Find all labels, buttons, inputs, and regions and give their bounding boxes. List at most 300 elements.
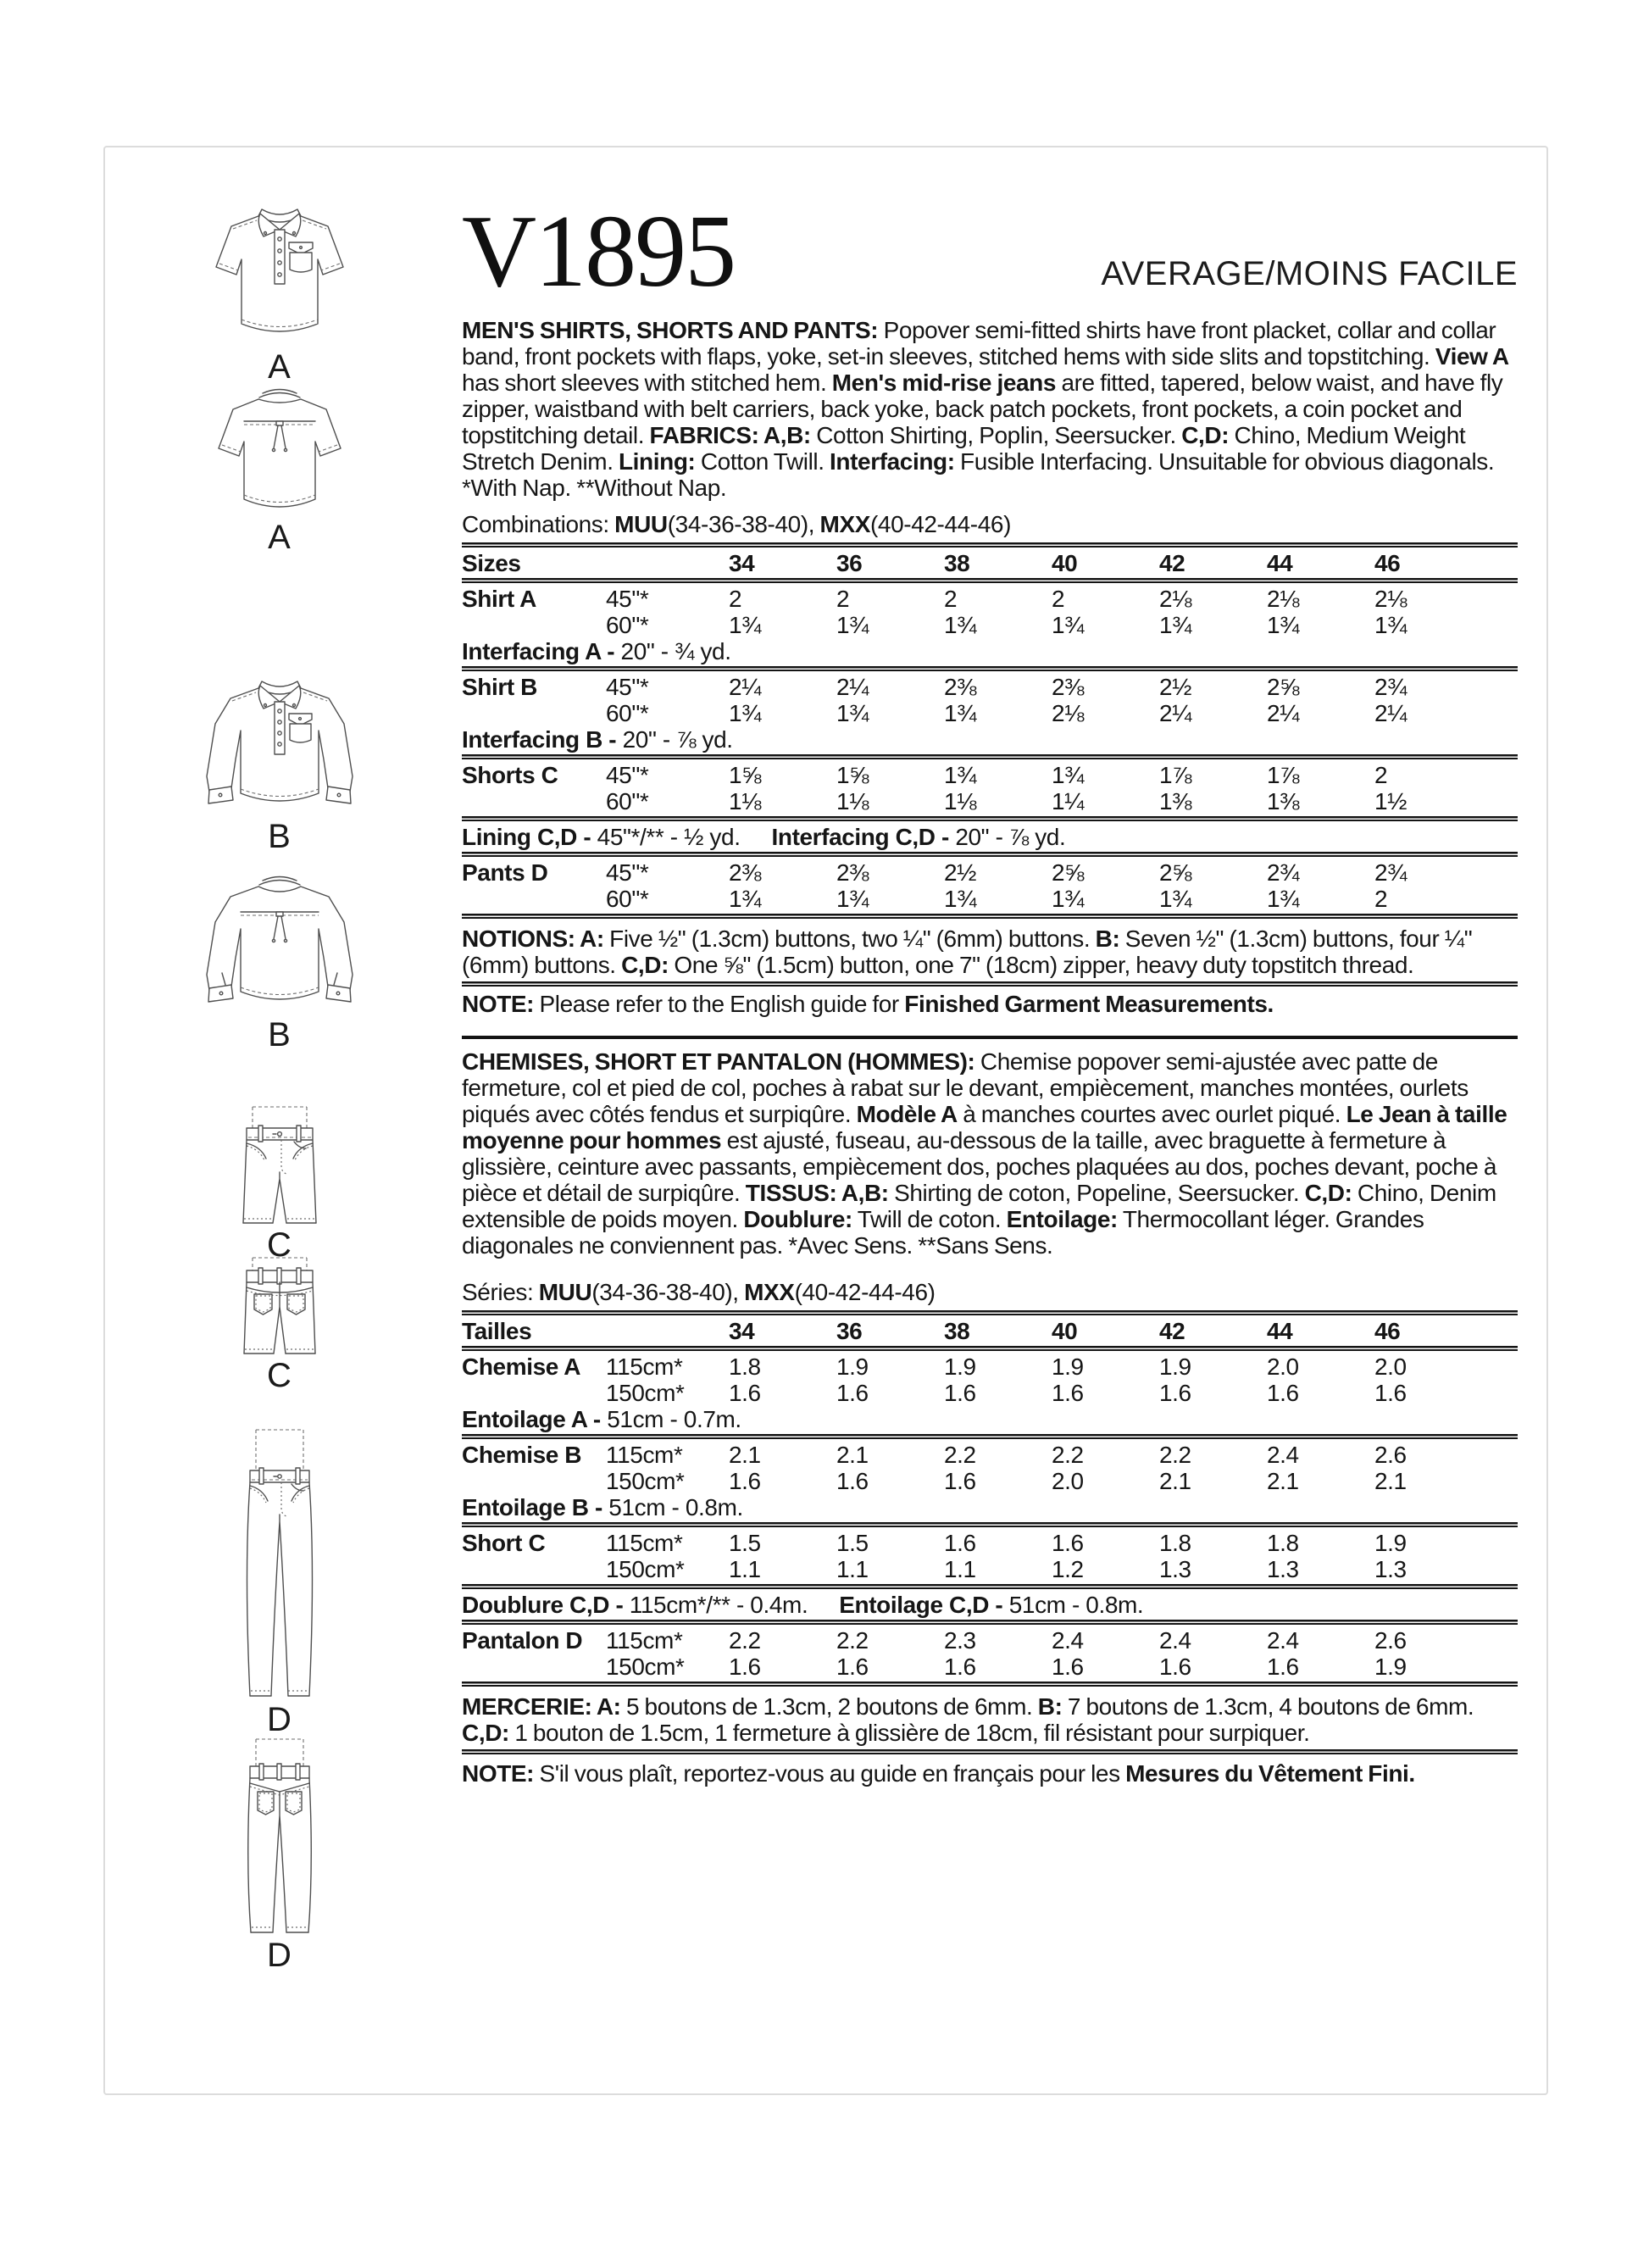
text-segment: C,D:: [462, 1720, 509, 1746]
yardage-value: 2⅜: [729, 859, 762, 886]
row-label: Pantalon D: [462, 1627, 583, 1654]
yardage-value: 1¾: [729, 886, 762, 912]
text-segment: Cotton Shirting, Poplin, Seersucker.: [810, 422, 1182, 448]
row-label: [462, 886, 606, 912]
row-label: Short C: [462, 1530, 546, 1556]
yardage-value: 1⅜: [1267, 788, 1300, 814]
yardage-value: 1.6: [836, 1380, 869, 1406]
text-segment: 20" - ⅞ yd.: [955, 824, 1066, 850]
text-segment: à manches courtes avec ourlet piqué.: [957, 1101, 1346, 1127]
text-segment: 7 boutons de 1.3cm, 4 boutons de 6mm.: [1062, 1693, 1474, 1720]
shirt-short-sleeve-back-illustration: [212, 386, 347, 521]
fabric-width: 115cm*: [606, 1627, 683, 1654]
figure-pants-d-back: [239, 1736, 320, 1974]
yardage-value: 2: [1374, 886, 1388, 912]
yardage-value: 2⅛: [1267, 586, 1300, 612]
yardage-value: 2¾: [1374, 859, 1407, 886]
yardage-value: 1.9: [1374, 1654, 1407, 1680]
table-row: [462, 612, 1518, 638]
text-segment: Séries:: [462, 1279, 539, 1305]
yardage-value: 1.6: [729, 1654, 761, 1680]
size-header: 46: [1374, 550, 1401, 576]
figure-label: C: [267, 1357, 292, 1394]
table-row: [462, 1494, 1518, 1520]
text-segment: Chino, Medium Weight Stretch Denim.: [462, 422, 1466, 475]
size-column-header: Tailles: [462, 1318, 532, 1344]
yardage-value: 1¾: [944, 886, 977, 912]
full-width-row: [462, 1592, 1482, 1618]
text-segment: Men's mid-rise jeans: [831, 370, 1057, 396]
yardage-value: 1¾: [729, 612, 762, 638]
full-width-row: [462, 1406, 1482, 1432]
yardage-value: 1.6: [1267, 1654, 1299, 1680]
yardage-value: 1.8: [729, 1354, 761, 1380]
yardage-value: 1.6: [944, 1530, 976, 1556]
size-header: 46: [1374, 1318, 1401, 1344]
yardage-value: 1¾: [944, 612, 977, 638]
table-rule: [462, 914, 1518, 919]
notions: [462, 926, 1518, 978]
text-segment: Combinations:: [462, 511, 615, 537]
figure-shirt-a-front: [208, 205, 352, 386]
yardage-value: 2½: [944, 859, 977, 886]
text-segment: (34-36-38-40),: [591, 1279, 745, 1305]
yardage-value: 2.6: [1374, 1627, 1407, 1654]
fabric-width: 45"*: [606, 586, 649, 612]
figure-label: A: [268, 519, 291, 556]
table-row: [462, 886, 1518, 912]
text-segment: C,D:: [1181, 422, 1230, 448]
yardage-value: 1.1: [836, 1556, 869, 1582]
fabric-width: 115cm*: [606, 1354, 683, 1380]
yardage-value: 1¾: [729, 700, 762, 726]
text-segment: Lining:: [618, 448, 696, 475]
full-width-row: [462, 1494, 1482, 1520]
yardage-value: 1.6: [836, 1468, 869, 1494]
row-label: [462, 612, 606, 638]
figure-label: D: [267, 1937, 292, 1974]
yardage-value: 1.6: [1267, 1380, 1299, 1406]
figure-pants-d-front: [239, 1426, 320, 1738]
yardage-value: 2.1: [1374, 1468, 1407, 1494]
pattern-number: V1895: [462, 193, 736, 309]
rule: [462, 1749, 1518, 1754]
yardage-value: 2.4: [1052, 1627, 1084, 1654]
fabric-width: 60"*: [606, 612, 649, 638]
table-rule: [462, 816, 1518, 821]
fabric-width: 45"*: [606, 859, 649, 886]
yardage-value: 1.9: [1159, 1354, 1191, 1380]
text-segment: (40-42-44-46): [794, 1279, 936, 1305]
yardage-value: 1.6: [944, 1468, 976, 1494]
text-segment: Please refer to the English guide for: [534, 991, 905, 1017]
fabric-width: 45"*: [606, 762, 649, 788]
yardage-value: 1¾: [1267, 612, 1300, 638]
figure-label: A: [268, 348, 291, 386]
yardage-value: 1.9: [1374, 1530, 1407, 1556]
text-segment: Le Jean à taille moyenne pour hommes: [462, 1101, 1507, 1153]
yardage-value: 2.1: [1159, 1468, 1191, 1494]
figure-shirt-a-back: [212, 386, 347, 556]
row-label: [462, 1654, 606, 1680]
text-segment: FABRICS: A,B:: [649, 422, 811, 448]
yardage-value: 2.2: [836, 1627, 869, 1654]
shirt-long-sleeve-back-illustration: [202, 873, 358, 1019]
text-segment: MUU: [614, 511, 668, 537]
table-row: [462, 1354, 1518, 1380]
fabric-width: 150cm*: [606, 1380, 685, 1406]
text-segment: Fusible Interfacing. Unsuitable for obvious diagonals. *With Nap. **Without Nap.: [462, 448, 1495, 501]
table-rule: [462, 1682, 1518, 1687]
text-segment: MXX: [744, 1279, 795, 1305]
text-segment: [741, 824, 772, 850]
table-rule: [462, 1310, 1518, 1315]
yardage-value: 2.2: [944, 1442, 976, 1468]
yardage-value: 1.3: [1159, 1556, 1191, 1582]
yardage-value: 1.6: [1159, 1654, 1191, 1680]
row-label: [462, 1380, 606, 1406]
yardage-value: 1.5: [729, 1530, 761, 1556]
text-segment: Lining C,D -: [462, 824, 597, 850]
english-note: [462, 991, 1518, 1017]
table-row: [462, 1406, 1518, 1432]
table-rule: [462, 578, 1518, 583]
size-header: 42: [1159, 550, 1185, 576]
table-header-row: [462, 550, 1518, 576]
english-description: [462, 317, 1518, 501]
text-segment: Popover semi-fitted shirts have front placket, collar and collar band, front pockets with flaps, yoke, set-in sleeves, stitched hems with side slits and topstitching.: [462, 317, 1496, 370]
text-segment: MEN'S SHIRTS, SHORTS AND PANTS:: [462, 317, 884, 343]
yardage-value: 1¾: [944, 762, 977, 788]
size-header: 36: [836, 1318, 863, 1344]
yardage-value: 2⅜: [836, 859, 869, 886]
size-header: 36: [836, 550, 863, 576]
difficulty-rating: AVERAGE/MOINS FACILE: [1101, 255, 1518, 292]
yardage-value: 2⅝: [1267, 674, 1300, 700]
yardage-value: 2: [729, 586, 742, 612]
text-segment: NOTIONS: A:: [462, 926, 604, 952]
french-description: [462, 1048, 1518, 1259]
yardage-value: 2.2: [1052, 1442, 1084, 1468]
yardage-value: 1¾: [1374, 612, 1407, 638]
text-segment: C,D:: [1304, 1180, 1352, 1206]
shirt-short-sleeve-front-illustration: [208, 205, 352, 351]
table-header-row: [462, 1318, 1518, 1344]
text-segment: has short sleeves with stitched hem.: [462, 370, 832, 396]
text-segment: Cotton Twill.: [695, 448, 830, 475]
shirt-long-sleeve-front-illustration: [202, 678, 358, 820]
table-cell: [606, 1318, 729, 1344]
row-label: [462, 1468, 606, 1494]
yardage-value: 1.1: [729, 1556, 761, 1582]
yardage-value: 2: [944, 586, 958, 612]
yardage-value: 2.3: [944, 1627, 976, 1654]
yardage-value: 2½: [1159, 674, 1192, 700]
text-segment: Five ½" (1.3cm) buttons, two ¼" (6mm) buttons.: [603, 926, 1096, 952]
yardage-value: 1⅞: [1159, 762, 1192, 788]
yardage-value: 2¾: [1374, 674, 1407, 700]
text-segment: S'il vous plaît, reportez-vous au guide en français pour les: [534, 1760, 1126, 1787]
yardage-value: 2⅝: [1159, 859, 1192, 886]
figure-label: B: [268, 818, 291, 855]
table-row: [462, 788, 1518, 814]
row-label: Chemise B: [462, 1442, 582, 1468]
pants-front-illustration: [239, 1426, 320, 1704]
text-segment: Doublure:: [743, 1206, 852, 1232]
text-segment: Interfacing A -: [462, 638, 621, 664]
yardage-value: 1¾: [836, 886, 869, 912]
fabric-width: 115cm*: [606, 1530, 683, 1556]
fabric-width: 150cm*: [606, 1654, 685, 1680]
text-segment: NOTE:: [462, 991, 535, 1017]
table-row: [462, 859, 1518, 886]
yardage-value: 1.9: [1052, 1354, 1084, 1380]
table-row: [462, 586, 1518, 612]
fabric-width: 115cm*: [606, 1442, 683, 1468]
figure-label: D: [267, 1701, 292, 1738]
yardage-value: 1⅜: [1159, 788, 1192, 814]
french-yardage-table: [462, 1310, 1518, 1687]
table-rule: [462, 666, 1518, 671]
table-rule: [462, 542, 1518, 548]
text-segment: 20" - ⅞ yd.: [622, 726, 733, 753]
yardage-value: 1⅛: [729, 788, 762, 814]
text-segment: Entoilage B -: [462, 1494, 609, 1520]
figure-shorts-c-front: [233, 1104, 326, 1264]
pants-back-illustration: [239, 1736, 320, 1939]
yardage-value: 1¾: [836, 700, 869, 726]
yardage-value: 1¾: [1052, 612, 1085, 638]
fabric-width: 45"*: [606, 674, 649, 700]
figure-shorts-c-back: [233, 1256, 326, 1394]
yardage-value: 1½: [1374, 788, 1407, 814]
full-width-row: [462, 726, 1482, 753]
text-segment: One ⅝" (1.5cm) button, one 7" (18cm) zipper, heavy duty topstitch thread.: [669, 952, 1414, 978]
table-rule: [462, 1434, 1518, 1439]
text-segment: TISSUS: A,B:: [745, 1180, 889, 1206]
text-segment: Entoilage C,D -: [839, 1592, 1009, 1618]
text-segment: View A: [1435, 343, 1509, 370]
yardage-value: 2.0: [1267, 1354, 1299, 1380]
french-series: [462, 1279, 1518, 1305]
row-label: [462, 788, 606, 814]
text-segment: Shirting de coton, Popeline, Seersucker.: [888, 1180, 1305, 1206]
yardage-value: 1⅛: [836, 788, 869, 814]
yardage-value: 1.3: [1267, 1556, 1299, 1582]
yardage-value: 1⅛: [944, 788, 977, 814]
table-row: [462, 638, 1518, 664]
yardage-value: 1.6: [729, 1468, 761, 1494]
table-row: [462, 1556, 1518, 1582]
yardage-value: 2.4: [1267, 1442, 1299, 1468]
table-rule: [462, 1346, 1518, 1351]
text-segment: 45"*/** - ½ yd.: [597, 824, 741, 850]
text-segment: est ajusté, fuseau, au-dessous de la taille, avec braguette à fermeture à glissière, ceinture avec passants, empiècement dos, poches plaquées au dos, poches devant, poche à pièce et détail de surpiqûre.: [462, 1127, 1497, 1206]
text-segment: Interfacing B -: [462, 726, 623, 753]
yardage-value: 1.1: [944, 1556, 976, 1582]
table-row: [462, 1592, 1518, 1618]
text-segment: Interfacing:: [830, 448, 955, 475]
table-rule: [462, 754, 1518, 759]
row-label: Shorts C: [462, 762, 558, 788]
yardage-value: 2⅝: [1052, 859, 1085, 886]
text-segment: are fitted, tapered, below waist, and have fly zipper, waistband with belt carriers, back yoke, back patch pockets, front pockets, a coin pocket and topstitching detail.: [462, 370, 1503, 448]
text-segment: B:: [1037, 1693, 1063, 1720]
yardage-value: 2.1: [729, 1442, 761, 1468]
yardage-value: 1.9: [836, 1354, 869, 1380]
full-width-row: [462, 638, 1482, 664]
yardage-value: 2¼: [1267, 700, 1300, 726]
row-label: Shirt A: [462, 586, 536, 612]
header: [462, 193, 1518, 309]
yardage-value: 1¾: [944, 700, 977, 726]
size-header: 38: [944, 550, 970, 576]
text-segment: (40-42-44-46): [870, 511, 1011, 537]
table-row: [462, 1442, 1518, 1468]
text-segment: CHEMISES, SHORT ET PANTALON (HOMMES):: [462, 1048, 980, 1075]
yardage-value: 2⅜: [944, 674, 977, 700]
yardage-value: 1.6: [1052, 1654, 1084, 1680]
yardage-value: 2¼: [1159, 700, 1192, 726]
row-label: Chemise A: [462, 1354, 581, 1380]
table-row: [462, 700, 1518, 726]
yardage-value: 1.6: [1052, 1530, 1084, 1556]
row-label: Shirt B: [462, 674, 537, 700]
size-header: 40: [1052, 1318, 1078, 1344]
full-width-row: [462, 824, 1482, 850]
yardage-value: 1.6: [944, 1654, 976, 1680]
text-segment: 1 bouton de 1.5cm, 1 fermeture à glissière de 18cm, fil résistant pour surpiquer.: [508, 1720, 1310, 1746]
rule: [462, 981, 1518, 987]
yardage-value: 2¾: [1267, 859, 1300, 886]
yardage-value: 1.9: [944, 1354, 976, 1380]
text-segment: Finished Garment Measurements.: [904, 991, 1274, 1017]
yardage-value: 1.6: [1159, 1380, 1191, 1406]
row-label: [462, 700, 606, 726]
figure-label: C: [267, 1226, 292, 1264]
table-row: [462, 726, 1518, 753]
text-segment: C,D:: [621, 952, 669, 978]
text-segment: [808, 1592, 839, 1618]
text-segment: Thermocollant léger. Grandes diagonales ne conviennent pas. *Avec Sens. **Sans Sens.: [462, 1206, 1424, 1259]
table-row: [462, 1530, 1518, 1556]
yardage-value: 1⅝: [729, 762, 762, 788]
text-segment: 115cm*/** - 0.4m.: [629, 1592, 808, 1618]
size-column-header: Sizes: [462, 550, 521, 576]
fabric-width: 60"*: [606, 788, 649, 814]
yardage-value: 2⅛: [1052, 700, 1085, 726]
mercerie: [462, 1693, 1518, 1746]
text-segment: Seven ½" (1.3cm) buttons, four ¼" (6mm) buttons.: [462, 926, 1473, 978]
text-segment: 51cm - 0.7m.: [607, 1406, 741, 1432]
yardage-value: 1¾: [1052, 762, 1085, 788]
yardage-value: 1.6: [1052, 1380, 1084, 1406]
yardage-value: 1¾: [1267, 886, 1300, 912]
yardage-value: 2: [836, 586, 850, 612]
figure-shirt-b-front: [202, 678, 358, 855]
shorts-back-illustration: [233, 1256, 326, 1359]
table-rule: [462, 1584, 1518, 1589]
size-header: 44: [1267, 1318, 1293, 1344]
row-label: [462, 1556, 606, 1582]
yardage-value: 1.2: [1052, 1556, 1084, 1582]
text-segment: MXX: [819, 511, 870, 537]
table-cell: [606, 550, 729, 576]
yardage-value: 2.4: [1159, 1627, 1191, 1654]
table-row: [462, 824, 1518, 850]
yardage-value: 2⅛: [1374, 586, 1407, 612]
yardage-value: 1.6: [836, 1654, 869, 1680]
table-rule: [462, 1620, 1518, 1625]
text-segment: Interfacing C,D -: [771, 824, 956, 850]
yardage-value: 1.6: [1374, 1380, 1407, 1406]
yardage-value: 2.0: [1052, 1468, 1084, 1494]
yardage-value: 2.4: [1267, 1627, 1299, 1654]
table-row: [462, 1654, 1518, 1680]
size-header: 38: [944, 1318, 970, 1344]
table-rule: [462, 852, 1518, 857]
table-rule: [462, 1522, 1518, 1527]
french-note: [462, 1760, 1518, 1787]
yardage-value: 2¼: [836, 674, 869, 700]
fabric-width: 150cm*: [606, 1556, 685, 1582]
table-row: [462, 674, 1518, 700]
yardage-value: 1.8: [1159, 1530, 1191, 1556]
table-row: [462, 1380, 1518, 1406]
text-segment: 20" - ¾ yd.: [620, 638, 731, 664]
figure-label: B: [268, 1016, 291, 1053]
size-header: 44: [1267, 550, 1293, 576]
fabric-width: 150cm*: [606, 1468, 685, 1494]
row-label: Pants D: [462, 859, 548, 886]
yardage-value: 2¼: [1374, 700, 1407, 726]
text-segment: (34-36-38-40),: [667, 511, 820, 537]
yardage-value: 1.6: [729, 1380, 761, 1406]
yardage-value: 1⅞: [1267, 762, 1300, 788]
yardage-value: 2.6: [1374, 1442, 1407, 1468]
fabric-width: 60"*: [606, 886, 649, 912]
text-segment: Mesures du Vêtement Fini.: [1125, 1760, 1415, 1787]
size-header: 34: [729, 1318, 755, 1344]
yardage-value: 1.8: [1267, 1530, 1299, 1556]
text-segment: 51cm - 0.8m.: [1008, 1592, 1144, 1618]
yardage-value: 2.0: [1374, 1354, 1407, 1380]
size-header: 42: [1159, 1318, 1185, 1344]
yardage-value: 2.2: [1159, 1442, 1191, 1468]
yardage-value: 2: [1052, 586, 1065, 612]
text-segment: Modèle A: [856, 1101, 958, 1127]
yardage-value: 2.1: [836, 1442, 869, 1468]
section-divider: [462, 1036, 1518, 1039]
text-column: [462, 193, 1518, 1787]
yardage-value: 1.5: [836, 1530, 869, 1556]
yardage-value: 1¼: [1052, 788, 1085, 814]
yardage-value: 1¾: [1159, 612, 1192, 638]
text-segment: MERCERIE: A:: [462, 1693, 621, 1720]
text-segment: 5 boutons de 1.3cm, 2 boutons de 6mm.: [620, 1693, 1038, 1720]
table-row: [462, 762, 1518, 788]
yardage-value: 1¾: [1159, 886, 1192, 912]
text-segment: Twill de coton.: [852, 1206, 1007, 1232]
text-segment: Chemise popover semi-ajustée avec patte de fermeture, col et pied de col, poches à rabat sur le devant, empiècement, manches montées, ourlets piqués avec côtés fendus et surpiqûre.: [462, 1048, 1469, 1127]
table-row: [462, 1468, 1518, 1494]
yardage-value: 2.1: [1267, 1468, 1299, 1494]
yardage-value: 1⅝: [836, 762, 869, 788]
fabric-width: 60"*: [606, 700, 649, 726]
figure-shirt-b-back: [202, 873, 358, 1053]
yardage-value: 1.6: [944, 1380, 976, 1406]
text-segment: B:: [1095, 926, 1120, 952]
